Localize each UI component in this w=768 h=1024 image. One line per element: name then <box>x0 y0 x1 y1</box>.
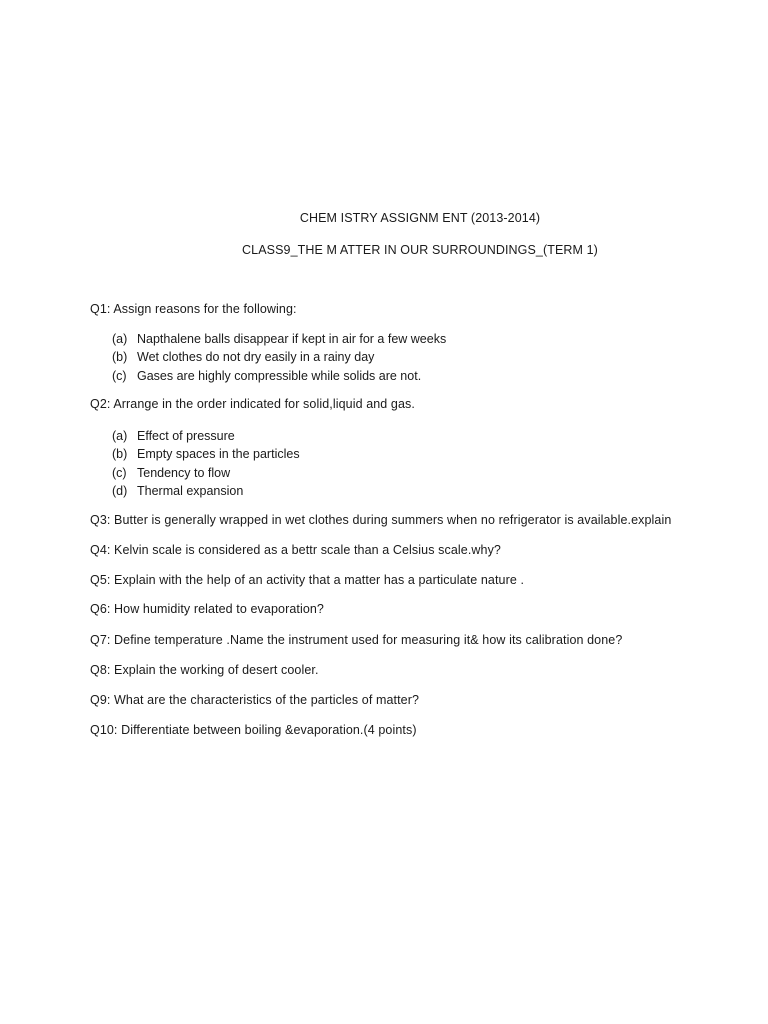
list-item <box>112 445 300 463</box>
list-item <box>112 348 446 366</box>
list-item <box>112 367 446 385</box>
question-8: Q8: Explain the working of desert cooler. <box>90 663 319 677</box>
list-item-label: (c) <box>112 465 127 480</box>
list-item <box>112 427 300 445</box>
list-item-text: Tendency to flow <box>137 465 231 480</box>
question-6: Q6: How humidity related to evaporation? <box>90 602 324 616</box>
question-2-sublist <box>112 427 300 500</box>
list-item <box>112 330 446 348</box>
list-item-text: Effect of pressure <box>137 429 235 443</box>
question-1: Q1: Assign reasons for the following: <box>90 302 297 316</box>
list-item-text: Napthalene balls disappear if kept in air for a few weeks <box>137 332 447 346</box>
question-4: Q4: Kelvin scale is considered as a bettr scale than a Celsius scale.why? <box>90 543 501 557</box>
list-item-label: (a) <box>112 429 128 443</box>
question-2: Q2: Arrange in the order indicated for solid,liquid and gas. <box>90 397 415 411</box>
list-item <box>112 482 300 500</box>
list-item-label: (c) <box>112 368 127 383</box>
list-item <box>112 464 300 482</box>
list-item-text: Thermal expansion <box>137 483 244 498</box>
question-5: Q5: Explain with the help of an activity that a matter has a particulate nature . <box>90 573 525 587</box>
question-3: Q3: Butter is generally wrapped in wet clothes during summers when no refrigerator is available.explain <box>90 513 672 527</box>
list-item-text: Wet clothes do not dry easily in a rainy day <box>137 350 375 365</box>
document-subtitle: CLASS9_THE M ATTER IN OUR SURROUNDINGS_(TERM 1) <box>242 243 598 257</box>
document-title: CHEM ISTRY ASSIGNM ENT (2013-2014) <box>299 211 541 225</box>
list-item-label: (d) <box>112 483 128 498</box>
list-item-label: (b) <box>112 350 128 365</box>
question-7: Q7: Define temperature .Name the instrument used for measuring it& how its calibration done? <box>90 633 623 647</box>
question-10: Q10: Differentiate between boiling &evaporation.(4 points) <box>90 723 417 737</box>
question-9: Q9: What are the characteristics of the particles of matter? <box>90 693 420 707</box>
list-item-text: Empty spaces in the particles <box>137 447 300 462</box>
list-item-text: Gases are highly compressible while solids are not. <box>137 368 422 383</box>
question-1-sublist <box>112 330 446 385</box>
list-item-label: (b) <box>112 447 128 462</box>
list-item-label: (a) <box>112 332 128 346</box>
